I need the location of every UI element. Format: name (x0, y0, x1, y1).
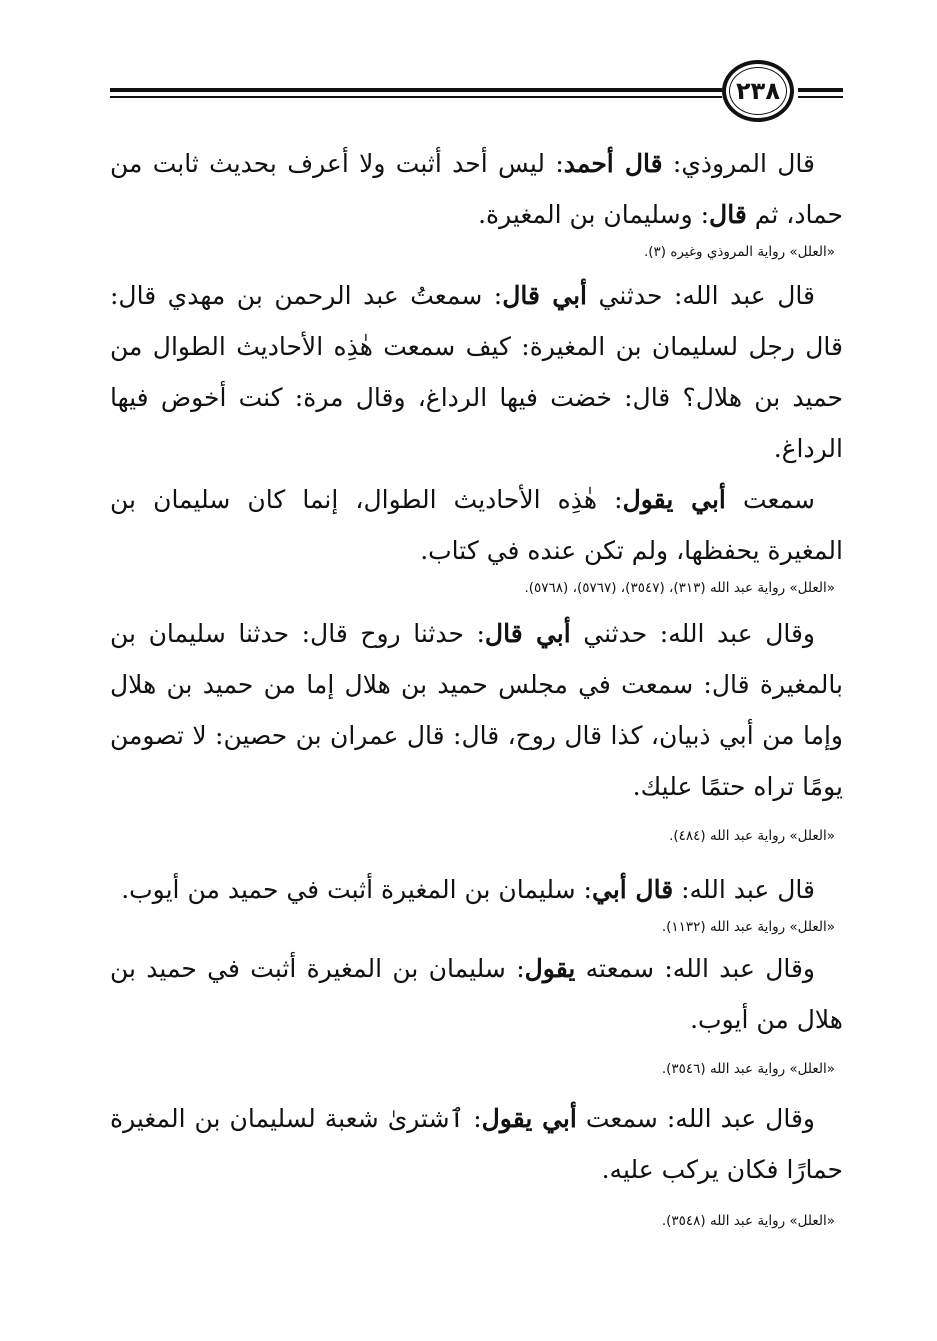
bold-run: أبي قال (502, 281, 587, 310)
page-number: ٢٣٨ (736, 77, 780, 105)
text-run: : ٱشترىٰ شعبة لسليمان بن المغيرة حمارًا فكان يركب عليه. (110, 1104, 843, 1184)
paragraph (110, 270, 843, 474)
text-run: : سليمان بن المغيرة أثبت في حميد بن هلال من أيوب. (110, 954, 843, 1034)
citation: «العلل» رواية عبد الله (٣٥٤٦). (661, 1061, 835, 1077)
citation: «العلل» رواية عبد الله (١١٣٢). (661, 919, 835, 935)
citation: «العلل» رواية المروذي وغيره (٣). (643, 244, 835, 260)
text-run: قال المروذي: (662, 149, 815, 178)
bold-run: يقول (524, 954, 576, 983)
page-number-badge (722, 60, 794, 122)
text-run: : سليمان بن المغيرة أثبت في حميد من أيوب. (121, 875, 592, 904)
text-run: : سمعتُ عبد الرحمن بن مهدي قال: قال رجل لسليمان بن المغيرة: كيف سمعت هٰذِه الأحاديث الطوال من حميد بن هلال؟ قال: خضت فيها الرداغ، وقال مرة: كنت أخوض فيها الرداغ. (110, 281, 843, 463)
paragraph (110, 608, 843, 812)
bold-run: أبي قال (484, 619, 571, 648)
bold-run: قال أبي (591, 875, 674, 904)
citation: «العلل» رواية عبد الله (٤٨٤). (669, 828, 835, 844)
text-run: سمعت (725, 485, 815, 514)
paragraph (110, 943, 843, 1045)
text-run: قال عبد الله: حدثني (586, 281, 815, 310)
header-rule-thin-right (798, 96, 843, 98)
bold-run: أبي يقول (622, 485, 726, 514)
text-run: وقال عبد الله: سمعت (576, 1104, 815, 1133)
header-rule-thin (110, 96, 722, 98)
paragraph (110, 474, 843, 576)
text-run: وقال عبد الله: حدثني (570, 619, 815, 648)
paragraph (110, 864, 843, 915)
bold-run: قال (709, 200, 747, 229)
paragraph (110, 1093, 843, 1195)
text-run: : حدثنا روح قال: حدثنا سليمان بن بالمغيرة قال: سمعت في مجلس حميد بن هلال إما من حميد بن هلال وإما من أبي ذبيان، كذا قال روح، قال: قال عمران بن حصين: لا تصومن يومًا تراه حتمًا عليك. (110, 619, 843, 801)
header-rule-thick-right (798, 88, 843, 92)
header-rule-thick (110, 88, 722, 92)
citation: «العلل» رواية عبد الله (٣٥٤٨). (661, 1213, 835, 1229)
text-run: : ليس أحد أثبت ولا أعرف بحديث ثابت من حماد، ثم (110, 149, 843, 229)
bold-run: قال أحمد (563, 149, 663, 178)
page-header (110, 60, 843, 130)
paragraph (110, 138, 843, 240)
text-run: : وسليمان بن المغيرة. (478, 200, 710, 229)
text-run: : هٰذِه الأحاديث الطوال، إنما كان سليمان بن المغيرة يحفظها، ولم تكن عنده في كتاب. (110, 485, 843, 565)
page-body (110, 138, 843, 1231)
text-run: وقال عبد الله: سمعته (575, 954, 815, 983)
citation: «العلل» رواية عبد الله (٣١٣)، (٣٥٤٧)، (٥٧٦٧)، (٥٧٦٨). (524, 580, 835, 596)
text-run: قال عبد الله: (673, 875, 815, 904)
bold-run: أبي يقول (481, 1104, 577, 1133)
